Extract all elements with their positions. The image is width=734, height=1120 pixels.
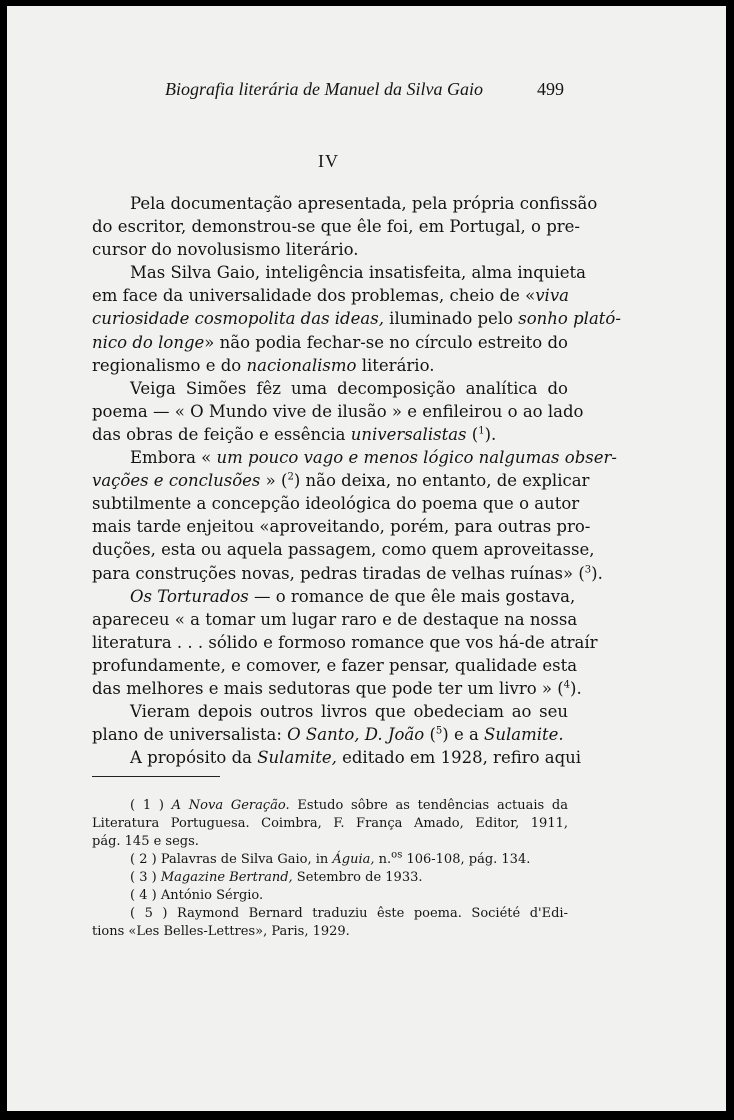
- text-run: literário.: [356, 355, 435, 375]
- italic-run: vações e conclusões: [92, 471, 261, 491]
- text-line: [92, 469, 590, 492]
- text-line: profundamente, e comover, e fazer pensar, qualidade esta: [92, 655, 578, 675]
- text-line: duções, esta ou aquela passagem, como quem aproveitasse,: [92, 540, 595, 560]
- footnote-line: Literatura Portuguesa. Coimbra, F. França Amado, Editor, 1911,: [92, 816, 568, 831]
- text-run: 106-108, pág. 134.: [402, 852, 531, 867]
- superscript: os: [391, 849, 403, 861]
- text-run: ) e a: [442, 725, 485, 745]
- italic-run: Sulamite,: [257, 748, 337, 768]
- text-run: iluminado pelo: [383, 309, 519, 329]
- text-line: [92, 746, 582, 769]
- footnote-marker: ( 5 ): [130, 906, 168, 921]
- footnote-ref: 5: [435, 725, 443, 737]
- text-run: Palavras de Silva Gaio, in: [160, 852, 333, 867]
- footnotes: [92, 797, 568, 941]
- footnote-line: pág. 145 e segs.: [92, 834, 199, 849]
- italic-run: Águia,: [332, 852, 375, 867]
- italic-run: Magazine Bertrand,: [160, 870, 293, 885]
- italic-run: sonho plató-: [518, 309, 621, 329]
- text-line: [92, 284, 568, 307]
- text-line: literatura . . . sólido e formoso romance que vos há-de atraír: [92, 632, 598, 652]
- footnote-ref: 2: [287, 471, 294, 483]
- body-text: [92, 192, 621, 769]
- footnote-line: [92, 887, 568, 905]
- text-line: subtilmente a concepção ideológica do poema que o autor: [92, 494, 580, 514]
- text-run: Estudo sôbre as tendências actuais da: [289, 798, 568, 813]
- text-run: das melhores e mais sedutoras que pode ter um livro » (: [92, 678, 564, 698]
- text-run: » não podia fechar-se no círculo estreito do: [204, 332, 568, 352]
- text-run: ) não deixa, no entanto, de explicar: [293, 471, 590, 491]
- italic-run: viva: [535, 286, 569, 306]
- footnote-ref: 3: [584, 564, 592, 575]
- italic-run: universalistas: [350, 424, 467, 444]
- text-line: [92, 585, 576, 608]
- text-line: Mas Silva Gaio, inteligência insatisfeita, alma inquieta: [130, 263, 586, 283]
- italic-run: um pouco vago e menos lógico nalgumas obser-: [211, 448, 617, 468]
- text-run: — o romance de que êle mais gostava,: [248, 586, 576, 606]
- footnote-line: [92, 905, 568, 923]
- footnote-marker: ( 3 ): [130, 870, 157, 885]
- footnote-line: [92, 797, 568, 815]
- text-run: Embora «: [130, 448, 212, 468]
- text-line: cursor do novolusismo literário.: [92, 240, 359, 260]
- footnote-line: [92, 869, 568, 887]
- text-line: [92, 354, 568, 377]
- text-run: editado em 1928, refiro aqui: [336, 748, 582, 768]
- footnote-line: [92, 851, 568, 869]
- italic-run: nacionalismo: [246, 355, 357, 375]
- text-line: [92, 423, 568, 446]
- text-run: Setembro de 1933.: [292, 870, 423, 885]
- text-line: [92, 723, 568, 746]
- text-line: do escritor, demonstrou-se que êle foi, em Portugal, o pre-: [92, 217, 580, 237]
- text-run: das obras de feição e essência: [92, 424, 351, 444]
- text-line: Vieram depois outros livros que obedeciam ao seu: [130, 702, 568, 722]
- text-line: [92, 677, 582, 700]
- text-run: António Sérgio.: [160, 888, 264, 903]
- italic-run: Os Torturados: [130, 586, 249, 606]
- italic-run: A Nova Geração.: [171, 798, 290, 813]
- text-run: Raymond Bernard traduziu êste poema. Société d'Edi-: [177, 906, 568, 921]
- text-run: (: [466, 424, 479, 444]
- text-run: » (: [260, 471, 288, 491]
- italic-run: curiosidade cosmopolita das ideas,: [92, 309, 384, 329]
- text-run: A propósito da: [130, 748, 258, 768]
- footnote-ref: 1: [478, 425, 485, 437]
- footnote-marker: ( 2 ): [130, 852, 157, 867]
- footnote-separator: [92, 776, 220, 777]
- text-run: em face da universalidade dos problemas, cheio de «: [92, 286, 536, 306]
- text-run: regionalismo e do: [92, 355, 247, 375]
- text-line: [92, 307, 621, 330]
- text-line: [92, 446, 617, 469]
- text-line: Veiga Simões fêz uma decomposição analítica do: [130, 378, 568, 398]
- text-run: ).: [484, 424, 497, 444]
- text-line: Pela documentação apresentada, pela própria confissão: [130, 194, 598, 213]
- text-line: [92, 562, 603, 585]
- text-line: poema — « O Mundo vive de ilusão » e enfileirou o ao lado: [92, 401, 584, 421]
- section-number: IV: [318, 151, 339, 171]
- text-line: [92, 331, 568, 354]
- italic-run: nico do longe: [92, 332, 205, 352]
- text-run: ).: [570, 678, 582, 698]
- footnote-marker: ( 4 ): [130, 888, 157, 903]
- text-line: mais tarde enjeitou «aproveitando, porém, para outras pro-: [92, 517, 591, 537]
- italic-run: Sulamite.: [484, 725, 564, 745]
- page-number: 499: [537, 79, 564, 99]
- text-run: para construções novas, pedras tiradas de velhas ruínas» (: [92, 563, 585, 583]
- footnote-ref: 4: [563, 679, 571, 691]
- text-run: n.: [374, 852, 392, 867]
- text-line: apareceu « a tomar um lugar raro e de destaque na nossa: [92, 609, 578, 629]
- footnote-marker: ( 1 ): [130, 798, 164, 813]
- running-header-title: Biografia literária de Manuel da Silva Gaio: [165, 79, 483, 99]
- footnote-line: tions «Les Belles-Lettres», Paris, 1929.: [92, 924, 350, 939]
- text-run: ).: [591, 563, 603, 583]
- italic-run: O Santo, D. João: [287, 725, 425, 745]
- text-run: plano de universalista:: [92, 725, 288, 745]
- text-run: (: [424, 725, 436, 745]
